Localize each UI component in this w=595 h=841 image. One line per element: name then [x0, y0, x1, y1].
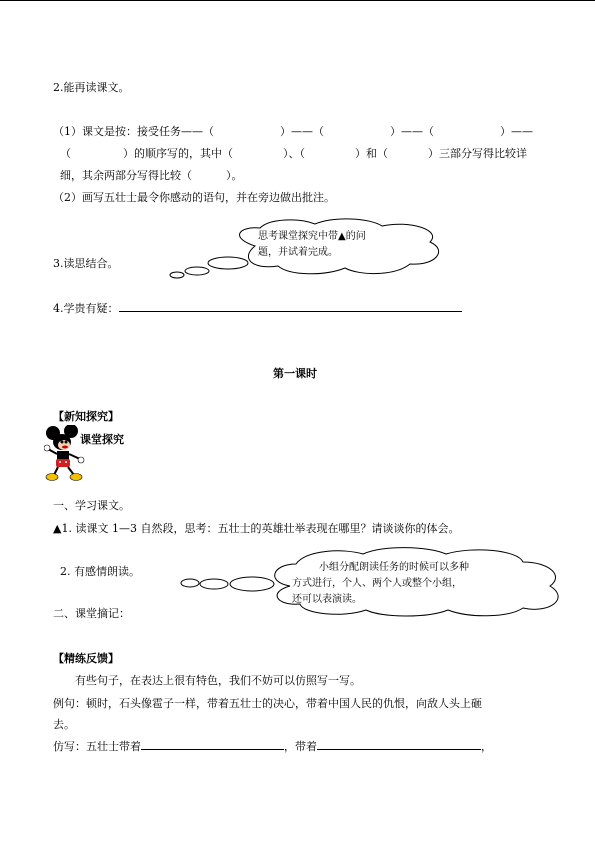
feedback-intro: 有些句子，在表达上很有特色，我们不妨可以仿照写一写。 [75, 674, 361, 687]
text-segment: ）的顺序写的，其中（ [123, 147, 233, 160]
item-2-heading: 2.能再读课文。 [53, 81, 130, 94]
lesson-title: 第一课时 [273, 367, 317, 380]
part-2-heading: 二、课堂摘记： [53, 607, 130, 620]
imitation-prefix: 仿写：五壮士带着 [53, 740, 141, 753]
bubble-2-line-3: 还可以表演读。 [292, 594, 362, 605]
text-segment: ）、（ [283, 147, 305, 160]
text-segment: ）三部分写得比较详 [428, 147, 527, 160]
imitation-suffix: ， [481, 740, 492, 753]
item-3: 3.读思结合。 [53, 257, 119, 270]
item-4-label: 4.学贵有疑： [53, 302, 119, 315]
task-2: 2. 有感情朗读。 [60, 565, 140, 578]
text-segment: ）——（ [280, 125, 324, 138]
text-segment: ）和（ [355, 147, 388, 160]
bubble-2-line-1: 小组分配朗读任务的时候可以多种 [319, 562, 469, 573]
imitation-blank-2[interactable] [317, 739, 481, 750]
text-segment: （ [60, 147, 71, 160]
text-segment: ）——（ [390, 125, 434, 138]
example-sentence-line-1: 例句：顿时，石头像雹子一样，带着五壮士的决心，带着中国人民的仇恨，向敌人头上砸 [53, 697, 482, 710]
text-segment: ）。 [226, 169, 243, 182]
question-answer-line[interactable] [119, 301, 462, 312]
imitation-middle: ，带着 [284, 740, 317, 753]
item-2-1-line-1 [53, 123, 533, 139]
task-1: ▲1. 读课文 1—3 自然段，思考：五壮士的英雄壮举表现在哪里？请谈谈你的体会。 [53, 522, 460, 535]
imitation-line [53, 738, 492, 754]
bubble-2-text [292, 560, 522, 608]
example-sentence-line-2: 去。 [53, 718, 75, 731]
part-1-heading: 一、学习课文。 [53, 499, 130, 512]
text-segment: （1）课文是按：接受任务——（ [53, 125, 214, 138]
classroom-inquiry-heading: 课堂探究 [80, 433, 124, 446]
bubble-1-line-1: 思考课堂探究中带▲的问 [258, 231, 366, 242]
bubble-1-text [258, 229, 418, 261]
bubble-1-line-2: 题，并试着完成。 [258, 247, 338, 258]
section-feedback: 【精练反馈】 [53, 652, 119, 665]
item-2-1-line-3 [60, 167, 243, 183]
top-rule [0, 0, 595, 1]
imitation-blank-1[interactable] [141, 739, 284, 750]
item-2-1-line-2 [60, 145, 527, 161]
text-segment: 细，其余两部分写得比较（ [60, 169, 192, 182]
text-segment: ）—— [500, 125, 533, 138]
item-2-2: （2）画写五壮士最令你感动的语句，并在旁边做出批注。 [53, 191, 335, 204]
item-4 [53, 300, 462, 316]
section-new-knowledge: 【新知探究】 [53, 410, 119, 423]
bubble-2-line-2: 方式进行，个人、两个人或整个小组， [292, 578, 462, 589]
